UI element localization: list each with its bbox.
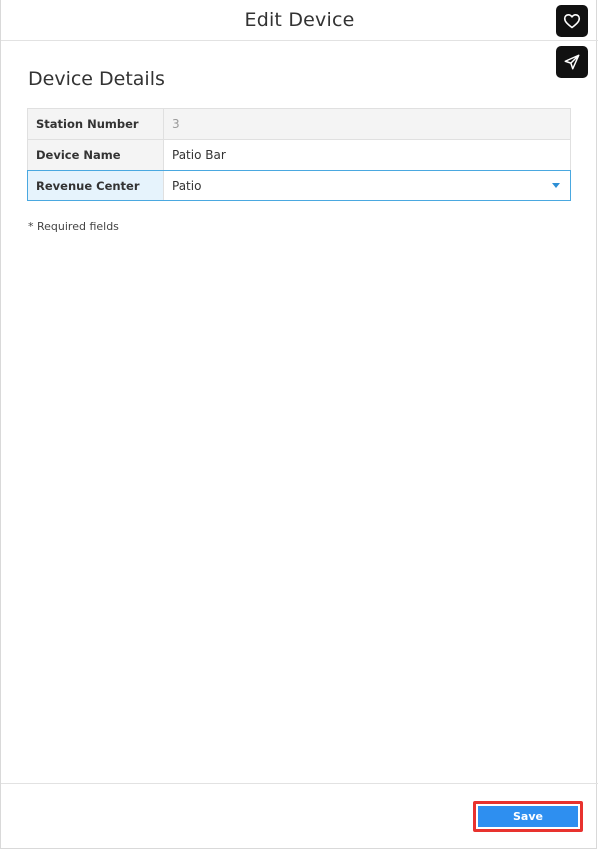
required-fields-note: * Required fields xyxy=(28,220,119,233)
heart-icon xyxy=(563,13,581,29)
device-name-value: Patio Bar xyxy=(172,148,226,162)
page-title: Edit Device xyxy=(244,9,355,31)
chevron-down-icon xyxy=(552,183,560,188)
favorite-button[interactable] xyxy=(556,5,588,37)
revenue-center-select[interactable] xyxy=(164,171,570,200)
save-button-highlight xyxy=(473,801,583,832)
station-number-label: Station Number xyxy=(28,109,164,139)
device-name-label: Device Name xyxy=(28,140,164,170)
device-name-row xyxy=(28,140,570,171)
save-button[interactable]: Save xyxy=(478,806,578,827)
revenue-center-row xyxy=(27,170,571,201)
device-details-form xyxy=(27,108,571,201)
section-title: Device Details xyxy=(28,68,165,90)
share-button[interactable] xyxy=(556,46,588,78)
revenue-center-value: Patio xyxy=(172,178,202,193)
station-number-row xyxy=(28,109,570,140)
revenue-center-label: Revenue Center xyxy=(28,171,164,200)
station-number-value: 3 xyxy=(164,109,570,139)
device-name-input[interactable] xyxy=(164,140,570,170)
paper-plane-icon xyxy=(563,53,581,71)
header xyxy=(1,0,598,41)
